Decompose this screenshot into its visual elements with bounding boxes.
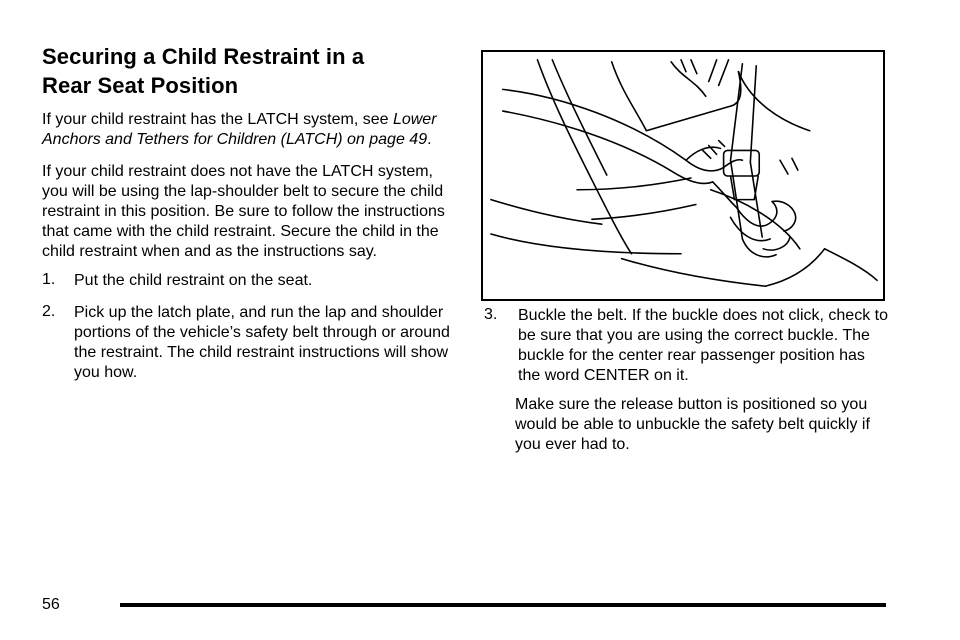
- step-1: [42, 271, 452, 291]
- step-3: [481, 306, 891, 386]
- step-1-text: Put the child restraint on the seat.: [74, 272, 313, 289]
- footer-rule: [120, 603, 886, 607]
- step-1-number: 1.: [42, 271, 56, 288]
- heading-line-2: Rear Seat Position: [42, 73, 239, 98]
- release-button-note: Make sure the release button is positioned so you would be able to unbuckle the safety belt quickly if you ever had to.: [515, 396, 870, 453]
- step-2-number: 2.: [42, 303, 56, 320]
- latch-cross-reference-link[interactable]: Lower Anchors and Tethers for Children (LATCH) on page 49: [42, 111, 437, 148]
- heading-line-1: Securing a Child Restraint in a: [42, 44, 365, 69]
- buckle-illustration-icon: [481, 50, 885, 301]
- section-heading: [42, 42, 452, 100]
- buckle-illustration-drawing: [483, 52, 883, 299]
- page-number: 56: [42, 596, 60, 613]
- left-column: [42, 42, 452, 383]
- intro-paragraph: [42, 110, 452, 150]
- instructions-paragraph: If your child restraint does not have the LATCH system, you will be using the lap-shoulder belt to secure the child restraint in this position. Be sure to follow the instructions that came with the child restraint. Secure the child in the child restraint when and as the instructions say.: [42, 163, 445, 260]
- step-3-number: 3.: [484, 306, 498, 323]
- step-2: [42, 303, 452, 383]
- intro-suffix: .: [427, 131, 432, 148]
- step-2-text: Pick up the latch plate, and run the lap and shoulder portions of the vehicle’s safety belt through or around the restraint. The child restraint instructions will show you how.: [74, 304, 450, 381]
- right-column: [481, 50, 891, 455]
- intro-prefix: If your child restraint has the LATCH system, see: [42, 111, 389, 128]
- step-3-text: Buckle the belt. If the buckle does not click, check to be sure that you are using the correct buckle. The buckle for the center rear passenger position has the word CENTER on it.: [518, 307, 888, 384]
